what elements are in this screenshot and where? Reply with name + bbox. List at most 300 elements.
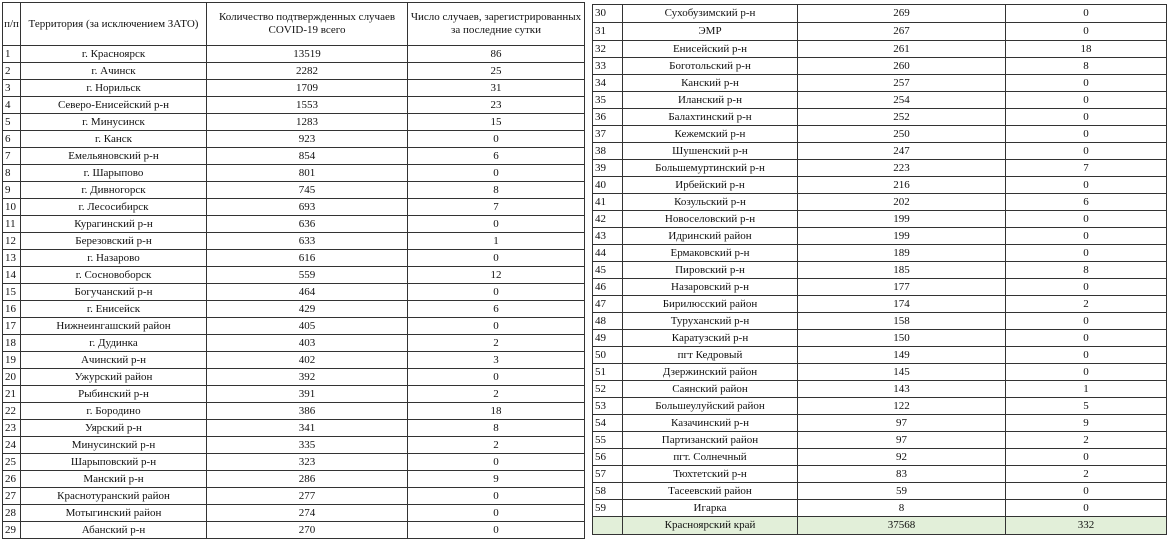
row-total-cases: 83 (798, 466, 1006, 483)
table-row (593, 432, 1167, 449)
row-total-cases: 199 (798, 228, 1006, 245)
row-total-cases: 464 (207, 284, 408, 301)
row-territory: Боготольский р-н (623, 58, 798, 75)
row-num: 24 (3, 437, 21, 454)
row-territory: г. Шарыпово (21, 165, 207, 182)
table-row (3, 335, 585, 352)
row-territory: Богучанский р-н (21, 284, 207, 301)
row-territory: Большеулуйский район (623, 398, 798, 415)
row-total-cases: 247 (798, 143, 1006, 160)
row-total-cases: 1709 (207, 80, 408, 97)
total-daily: 332 (1006, 517, 1167, 535)
row-num: 5 (3, 114, 21, 131)
row-total-cases: 270 (207, 522, 408, 539)
row-territory: Краснотуранский район (21, 488, 207, 505)
table-row (593, 313, 1167, 330)
row-total-cases: 254 (798, 92, 1006, 109)
table-row (593, 143, 1167, 160)
header-total-cases: Количество подтвержденных случаев COVID-19 всего (207, 3, 408, 46)
row-territory: г. Енисейск (21, 301, 207, 318)
table-header-row (3, 3, 585, 46)
row-territory: Иланский р-н (623, 92, 798, 109)
table-row (3, 148, 585, 165)
row-territory: Сухобузимский р-н (623, 5, 798, 23)
left-data-table (2, 2, 585, 539)
row-total-cases: 145 (798, 364, 1006, 381)
row-territory: г. Лесосибирск (21, 199, 207, 216)
table-row (593, 449, 1167, 466)
row-territory: Саянский район (623, 381, 798, 398)
row-territory: Бирилюсский район (623, 296, 798, 313)
row-num: 15 (3, 284, 21, 301)
row-daily-cases: 86 (408, 46, 585, 63)
row-num: 13 (3, 250, 21, 267)
row-daily-cases: 18 (1006, 41, 1167, 58)
table-row (593, 466, 1167, 483)
row-total-cases: 185 (798, 262, 1006, 279)
row-daily-cases: 0 (1006, 23, 1167, 41)
row-total-cases: 59 (798, 483, 1006, 500)
row-num: 35 (593, 92, 623, 109)
row-num: 45 (593, 262, 623, 279)
row-daily-cases: 0 (408, 454, 585, 471)
row-total-cases: 386 (207, 403, 408, 420)
row-num: 51 (593, 364, 623, 381)
row-daily-cases: 2 (408, 335, 585, 352)
row-daily-cases: 0 (408, 505, 585, 522)
row-territory: Большемуртинский р-н (623, 160, 798, 177)
row-num: 17 (3, 318, 21, 335)
row-territory: Кежемский р-н (623, 126, 798, 143)
row-daily-cases: 0 (1006, 126, 1167, 143)
row-territory: пгт Кедровый (623, 347, 798, 364)
row-territory: Курагинский р-н (21, 216, 207, 233)
row-daily-cases: 0 (1006, 245, 1167, 262)
row-num: 44 (593, 245, 623, 262)
row-total-cases: 189 (798, 245, 1006, 262)
table-row (3, 386, 585, 403)
table-row (593, 415, 1167, 432)
row-total-cases: 261 (798, 41, 1006, 58)
row-num: 43 (593, 228, 623, 245)
row-territory: Уярский р-н (21, 420, 207, 437)
row-total-cases: 92 (798, 449, 1006, 466)
row-daily-cases: 0 (1006, 143, 1167, 160)
row-num: 2 (3, 63, 21, 80)
row-num: 6 (3, 131, 21, 148)
table-row (3, 233, 585, 250)
row-total-cases: 923 (207, 131, 408, 148)
row-daily-cases: 1 (1006, 381, 1167, 398)
row-num: 31 (593, 23, 623, 41)
row-total-cases: 8 (798, 500, 1006, 517)
row-total-cases: 177 (798, 279, 1006, 296)
row-daily-cases: 2 (1006, 432, 1167, 449)
row-num: 54 (593, 415, 623, 432)
row-total-cases: 97 (798, 415, 1006, 432)
row-total-cases: 854 (207, 148, 408, 165)
row-daily-cases: 0 (1006, 347, 1167, 364)
row-total-cases: 286 (207, 471, 408, 488)
row-daily-cases: 8 (408, 420, 585, 437)
table-row (593, 279, 1167, 296)
row-num: 27 (3, 488, 21, 505)
row-territory: г. Бородино (21, 403, 207, 420)
row-num: 32 (593, 41, 623, 58)
total-label: Красноярский край (623, 517, 798, 535)
table-row (593, 228, 1167, 245)
row-num: 4 (3, 97, 21, 114)
table-row (593, 126, 1167, 143)
row-daily-cases: 6 (408, 301, 585, 318)
row-total-cases: 199 (798, 211, 1006, 228)
row-num: 16 (3, 301, 21, 318)
row-num: 40 (593, 177, 623, 194)
row-num: 7 (3, 148, 21, 165)
row-territory: Мотыгинский район (21, 505, 207, 522)
row-territory: г. Дудинка (21, 335, 207, 352)
row-num: 12 (3, 233, 21, 250)
row-territory: Канский р-н (623, 75, 798, 92)
header-daily-cases: Число случаев, зарегистрированных за последние сутки (408, 3, 585, 46)
row-territory: Шушенский р-н (623, 143, 798, 160)
table-row (593, 58, 1167, 75)
table-row (593, 211, 1167, 228)
total-row (593, 517, 1167, 535)
row-daily-cases: 0 (1006, 330, 1167, 347)
table-row (3, 199, 585, 216)
row-daily-cases: 0 (1006, 211, 1167, 228)
row-total-cases: 405 (207, 318, 408, 335)
row-daily-cases: 7 (1006, 160, 1167, 177)
row-daily-cases: 0 (1006, 228, 1167, 245)
row-num: 25 (3, 454, 21, 471)
row-total-cases: 122 (798, 398, 1006, 415)
row-territory: Идринский район (623, 228, 798, 245)
row-daily-cases: 25 (408, 63, 585, 80)
row-daily-cases: 0 (1006, 364, 1167, 381)
row-num: 14 (3, 267, 21, 284)
row-total-cases: 402 (207, 352, 408, 369)
row-daily-cases: 0 (408, 488, 585, 505)
right-data-table (592, 4, 1167, 535)
row-daily-cases: 2 (1006, 466, 1167, 483)
table-row (3, 352, 585, 369)
table-row (3, 284, 585, 301)
row-total-cases: 216 (798, 177, 1006, 194)
row-territory: Туруханский р-н (623, 313, 798, 330)
row-total-cases: 745 (207, 182, 408, 199)
table-row (593, 262, 1167, 279)
row-territory: Тасеевский район (623, 483, 798, 500)
row-total-cases: 633 (207, 233, 408, 250)
row-daily-cases: 2 (408, 437, 585, 454)
total-num-cell (593, 517, 623, 535)
row-num: 59 (593, 500, 623, 517)
table-row (593, 500, 1167, 517)
table-row (3, 301, 585, 318)
table-row (3, 488, 585, 505)
row-daily-cases: 2 (408, 386, 585, 403)
row-daily-cases: 8 (1006, 58, 1167, 75)
row-total-cases: 97 (798, 432, 1006, 449)
row-daily-cases: 23 (408, 97, 585, 114)
row-territory: Партизанский район (623, 432, 798, 449)
table-row (3, 403, 585, 420)
row-num: 57 (593, 466, 623, 483)
table-row (593, 483, 1167, 500)
table-row (3, 216, 585, 233)
row-num: 23 (3, 420, 21, 437)
row-daily-cases: 6 (1006, 194, 1167, 211)
table-row (593, 194, 1167, 211)
row-total-cases: 2282 (207, 63, 408, 80)
row-daily-cases: 0 (1006, 313, 1167, 330)
row-total-cases: 252 (798, 109, 1006, 126)
row-total-cases: 636 (207, 216, 408, 233)
row-total-cases: 335 (207, 437, 408, 454)
table-row (593, 398, 1167, 415)
row-daily-cases: 15 (408, 114, 585, 131)
left-table-body (3, 46, 585, 539)
row-territory: Козульский р-н (623, 194, 798, 211)
row-territory: Минусинский р-н (21, 437, 207, 454)
row-daily-cases: 8 (1006, 262, 1167, 279)
row-daily-cases: 7 (408, 199, 585, 216)
row-daily-cases: 0 (408, 165, 585, 182)
row-daily-cases: 0 (1006, 92, 1167, 109)
row-territory: Новоселовский р-н (623, 211, 798, 228)
row-total-cases: 391 (207, 386, 408, 403)
table-row (593, 177, 1167, 194)
row-total-cases: 223 (798, 160, 1006, 177)
table-row (3, 63, 585, 80)
row-daily-cases: 1 (408, 233, 585, 250)
table-row (593, 296, 1167, 313)
row-total-cases: 403 (207, 335, 408, 352)
row-daily-cases: 9 (408, 471, 585, 488)
row-territory: Дзержинский район (623, 364, 798, 381)
total-cases: 37568 (798, 517, 1006, 535)
row-num: 28 (3, 505, 21, 522)
row-num: 18 (3, 335, 21, 352)
row-territory: Назаровский р-н (623, 279, 798, 296)
table-row (3, 505, 585, 522)
row-daily-cases: 0 (408, 369, 585, 386)
row-total-cases: 341 (207, 420, 408, 437)
table-row (3, 454, 585, 471)
row-daily-cases: 0 (1006, 483, 1167, 500)
row-daily-cases: 0 (408, 318, 585, 335)
row-total-cases: 174 (798, 296, 1006, 313)
row-territory: Емельяновский р-н (21, 148, 207, 165)
row-territory: Северо-Енисейский р-н (21, 97, 207, 114)
row-daily-cases: 18 (408, 403, 585, 420)
row-total-cases: 693 (207, 199, 408, 216)
row-total-cases: 260 (798, 58, 1006, 75)
row-num: 48 (593, 313, 623, 330)
row-territory: г. Ачинск (21, 63, 207, 80)
row-territory: г. Дивногорск (21, 182, 207, 199)
table-row (3, 437, 585, 454)
row-territory: Казачинский р-н (623, 415, 798, 432)
row-territory: г. Назарово (21, 250, 207, 267)
table-row (3, 369, 585, 386)
row-territory: ЭМР (623, 23, 798, 41)
row-num: 1 (3, 46, 21, 63)
table-row (593, 160, 1167, 177)
row-daily-cases: 0 (408, 250, 585, 267)
table-row (3, 114, 585, 131)
row-total-cases: 429 (207, 301, 408, 318)
right-table-body (593, 5, 1167, 517)
row-territory: Нижнеингашский район (21, 318, 207, 335)
row-num: 39 (593, 160, 623, 177)
row-num: 42 (593, 211, 623, 228)
table-row (593, 245, 1167, 262)
row-daily-cases: 12 (408, 267, 585, 284)
row-num: 46 (593, 279, 623, 296)
header-territory: Территория (за исключением ЗАТО) (21, 3, 207, 46)
row-total-cases: 267 (798, 23, 1006, 41)
row-total-cases: 1283 (207, 114, 408, 131)
row-daily-cases: 8 (408, 182, 585, 199)
row-total-cases: 13519 (207, 46, 408, 63)
table-row (3, 131, 585, 148)
row-num: 47 (593, 296, 623, 313)
row-daily-cases: 6 (408, 148, 585, 165)
row-territory: г. Норильск (21, 80, 207, 97)
row-daily-cases: 0 (1006, 75, 1167, 92)
row-territory: Рыбинский р-н (21, 386, 207, 403)
row-total-cases: 149 (798, 347, 1006, 364)
row-territory: Манский р-н (21, 471, 207, 488)
table-row (593, 109, 1167, 126)
row-territory: Каратузский р-н (623, 330, 798, 347)
row-territory: Шарыповский р-н (21, 454, 207, 471)
row-num: 52 (593, 381, 623, 398)
row-territory: г. Канск (21, 131, 207, 148)
row-daily-cases: 0 (1006, 500, 1167, 517)
table-row (593, 23, 1167, 41)
row-num: 37 (593, 126, 623, 143)
row-total-cases: 143 (798, 381, 1006, 398)
row-num: 41 (593, 194, 623, 211)
row-num: 22 (3, 403, 21, 420)
row-daily-cases: 0 (1006, 177, 1167, 194)
row-daily-cases: 0 (408, 284, 585, 301)
row-territory: Абанский р-н (21, 522, 207, 539)
row-territory: Пировский р-н (623, 262, 798, 279)
table-row (3, 46, 585, 63)
row-daily-cases: 2 (1006, 296, 1167, 313)
row-daily-cases: 0 (408, 522, 585, 539)
row-territory: пгт. Солнечный (623, 449, 798, 466)
row-total-cases: 616 (207, 250, 408, 267)
table-row (593, 41, 1167, 58)
row-territory: Игарка (623, 500, 798, 517)
table-row (3, 97, 585, 114)
table-row (593, 92, 1167, 109)
row-territory: г. Минусинск (21, 114, 207, 131)
row-num: 34 (593, 75, 623, 92)
row-daily-cases: 0 (408, 216, 585, 233)
row-num: 58 (593, 483, 623, 500)
table-row (593, 75, 1167, 92)
row-num: 8 (3, 165, 21, 182)
row-num: 55 (593, 432, 623, 449)
row-daily-cases: 0 (1006, 449, 1167, 466)
table-row (3, 471, 585, 488)
row-territory: г. Сосновоборск (21, 267, 207, 284)
row-total-cases: 1553 (207, 97, 408, 114)
row-num: 33 (593, 58, 623, 75)
row-territory: Ермаковский р-н (623, 245, 798, 262)
row-total-cases: 323 (207, 454, 408, 471)
row-territory: Ужурский район (21, 369, 207, 386)
row-num: 29 (3, 522, 21, 539)
table-row (593, 364, 1167, 381)
row-total-cases: 274 (207, 505, 408, 522)
row-daily-cases: 5 (1006, 398, 1167, 415)
row-total-cases: 202 (798, 194, 1006, 211)
table-row (3, 318, 585, 335)
row-total-cases: 158 (798, 313, 1006, 330)
table-row (3, 522, 585, 539)
table-row (593, 381, 1167, 398)
row-total-cases: 559 (207, 267, 408, 284)
table-row (593, 347, 1167, 364)
row-territory: Березовский р-н (21, 233, 207, 250)
row-num: 38 (593, 143, 623, 160)
row-daily-cases: 9 (1006, 415, 1167, 432)
header-num: п/п (3, 3, 21, 46)
row-territory: Ачинский р-н (21, 352, 207, 369)
row-territory: Тюхтетский р-н (623, 466, 798, 483)
row-total-cases: 150 (798, 330, 1006, 347)
row-num: 11 (3, 216, 21, 233)
row-total-cases: 269 (798, 5, 1006, 23)
row-num: 49 (593, 330, 623, 347)
row-territory: г. Красноярск (21, 46, 207, 63)
row-territory: Енисейский р-н (623, 41, 798, 58)
row-daily-cases: 0 (1006, 5, 1167, 23)
row-num: 3 (3, 80, 21, 97)
row-daily-cases: 3 (408, 352, 585, 369)
row-total-cases: 250 (798, 126, 1006, 143)
row-num: 50 (593, 347, 623, 364)
row-daily-cases: 0 (408, 131, 585, 148)
table-row (3, 420, 585, 437)
row-num: 10 (3, 199, 21, 216)
table-row (593, 330, 1167, 347)
row-num: 56 (593, 449, 623, 466)
row-total-cases: 392 (207, 369, 408, 386)
row-territory: Балахтинский р-н (623, 109, 798, 126)
table-row (3, 165, 585, 182)
row-total-cases: 257 (798, 75, 1006, 92)
row-num: 26 (3, 471, 21, 488)
row-num: 20 (3, 369, 21, 386)
table-row (593, 5, 1167, 23)
row-daily-cases: 31 (408, 80, 585, 97)
row-daily-cases: 0 (1006, 109, 1167, 126)
row-total-cases: 277 (207, 488, 408, 505)
row-territory: Ирбейский р-н (623, 177, 798, 194)
table-row (3, 80, 585, 97)
row-daily-cases: 0 (1006, 279, 1167, 296)
table-row (3, 182, 585, 199)
